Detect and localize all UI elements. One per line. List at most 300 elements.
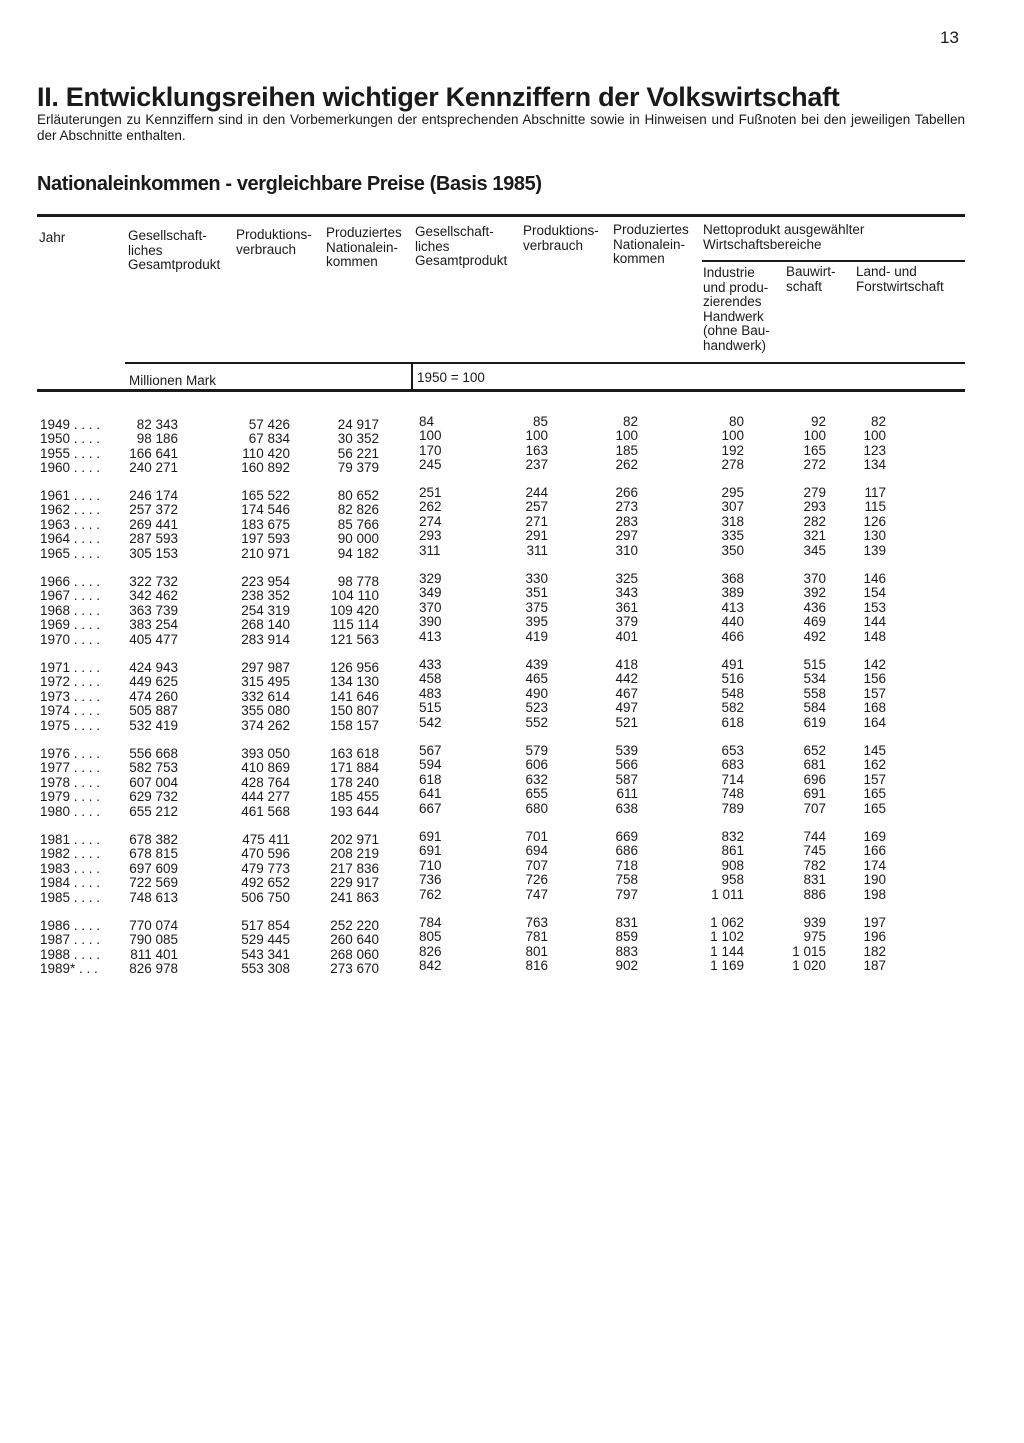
value-cell-c6: 669: [615, 829, 638, 844]
value-cell-c9: 142: [863, 657, 886, 672]
value-cell-c8: 1 020: [792, 958, 826, 974]
value-cell-c5: 606: [525, 757, 548, 773]
year-cell: 1963 . . . .: [40, 516, 101, 532]
value-cell-c2: 268 140: [241, 617, 290, 633]
value-cell-c9: 168: [863, 700, 886, 716]
value-cell-c4: 274: [419, 513, 442, 529]
value-cell-c4: 100: [419, 428, 442, 444]
value-cell-c5: 395: [525, 614, 548, 630]
header-produktionsverbrauch-index: Produktions-verbrauch: [523, 223, 599, 253]
value-cell-c7: 278: [721, 457, 744, 473]
value-cell-c7: 413: [721, 599, 744, 615]
value-cell-c1: 582 753: [129, 760, 178, 776]
value-cell-c7: 1 169: [710, 958, 744, 974]
year-cell: 1979 . . . .: [40, 789, 101, 805]
value-cell-c9: 187: [863, 958, 886, 974]
year-cell: 1967 . . . .: [40, 588, 101, 604]
value-cell-c9: 197: [863, 915, 886, 930]
header-bottom-rule: [125, 362, 965, 364]
value-cell-c4: 413: [419, 628, 442, 644]
value-cell-c4: 641: [419, 786, 442, 802]
year-cell: 1986 . . . .: [40, 918, 101, 933]
value-cell-c7: 516: [721, 671, 744, 687]
value-cell-c5: 351: [525, 585, 548, 601]
value-cell-c7: 748: [721, 786, 744, 802]
value-cell-c9: 144: [863, 614, 886, 630]
value-cell-c3: 252 220: [330, 918, 379, 933]
value-cell-c3: 82 826: [337, 502, 379, 518]
year-cell: 1972 . . . .: [40, 674, 101, 690]
value-cell-c8: 1 015: [792, 943, 826, 959]
value-cell-c9: 130: [863, 528, 886, 544]
value-cell-c7: 832: [721, 829, 744, 844]
value-cell-c4: 433: [419, 657, 442, 672]
value-cell-c2: 315 495: [241, 674, 290, 690]
value-cell-c2: 197 593: [241, 531, 290, 547]
value-cell-c6: 442: [615, 671, 638, 687]
value-cell-c8: 165: [803, 442, 826, 458]
value-cell-c6: 283: [615, 513, 638, 529]
value-cell-c3: 109 420: [330, 602, 379, 618]
value-cell-c4: 390: [419, 614, 442, 630]
value-cell-c7: 335: [721, 528, 744, 544]
value-cell-c3: 90 000: [337, 531, 379, 547]
value-cell-c1: 449 625: [129, 674, 178, 690]
value-cell-c9: 148: [863, 628, 886, 644]
value-cell-c9: 169: [863, 829, 886, 844]
value-cell-c1: 722 569: [129, 875, 178, 891]
value-cell-c3: 268 060: [330, 946, 379, 962]
value-cell-c3: 163 618: [330, 746, 379, 761]
value-cell-c3: 193 644: [330, 803, 379, 819]
page-number: 13: [940, 28, 959, 47]
value-cell-c8: 469: [803, 614, 826, 630]
value-cell-c2: 492 652: [241, 875, 290, 891]
value-cell-c2: 57 426: [248, 417, 290, 432]
value-cell-c7: 1 011: [711, 886, 744, 902]
value-cell-c8: 492: [803, 628, 826, 644]
value-cell-c6: 325: [615, 571, 638, 586]
year-cell: 1973 . . . .: [40, 688, 101, 704]
value-cell-c4: 736: [419, 872, 442, 888]
value-cell-c3: 202 971: [330, 832, 379, 847]
value-cell-c8: 696: [803, 771, 826, 787]
value-cell-c6: 831: [615, 915, 638, 930]
value-cell-c7: 389: [721, 585, 744, 601]
value-cell-c9: 198: [863, 886, 886, 902]
value-cell-c7: 618: [721, 714, 744, 730]
value-cell-c5: 726: [525, 872, 548, 888]
year-cell: 1961 . . . .: [40, 488, 101, 503]
value-cell-c9: 115: [864, 499, 886, 515]
value-cell-c7: 307: [721, 499, 744, 515]
value-cell-c6: 418: [615, 657, 638, 672]
year-cell: 1988 . . . .: [40, 946, 101, 962]
value-cell-c9: 157: [863, 685, 886, 701]
value-cell-c5: 579: [525, 743, 548, 758]
value-cell-c1: 748 613: [129, 889, 178, 905]
value-cell-c5: 801: [525, 943, 548, 959]
value-cell-c3: 141 646: [330, 688, 379, 704]
value-cell-c5: 694: [525, 843, 548, 859]
value-cell-c9: 174: [863, 857, 886, 873]
header-industrie: Industrie und produ-zierendes Handwerk (ohne Bau-handwerk): [703, 265, 770, 353]
value-cell-c8: 321: [803, 528, 826, 544]
value-cell-c2: 110 420: [242, 445, 290, 461]
year-cell: 1966 . . . .: [40, 574, 101, 589]
value-cell-c6: 467: [615, 685, 638, 701]
year-cell: 1982 . . . .: [40, 846, 101, 862]
value-cell-c6: 379: [615, 614, 638, 630]
value-cell-c9: 145: [863, 743, 886, 758]
value-cell-c5: 781: [525, 929, 548, 945]
value-cell-c1: 770 074: [129, 918, 178, 933]
value-cell-c5: 816: [525, 958, 548, 974]
value-cell-c6: 262: [615, 457, 638, 473]
value-cell-c1: 305 153: [129, 545, 178, 561]
value-cell-c1: 424 943: [129, 660, 178, 675]
value-cell-c2: 174 546: [241, 502, 290, 518]
year-cell: 1978 . . . .: [40, 774, 101, 790]
value-cell-c7: 653: [721, 743, 744, 758]
value-cell-c7: 861: [721, 843, 744, 859]
value-cell-c8: 100: [803, 428, 826, 444]
value-cell-c5: 747: [525, 886, 548, 902]
value-cell-c2: 461 568: [241, 803, 290, 819]
value-cell-c6: 611: [616, 786, 638, 802]
value-cell-c2: 553 308: [241, 961, 290, 977]
value-cell-c2: 183 675: [241, 516, 290, 532]
value-cell-c2: 410 869: [241, 760, 290, 776]
value-cell-c5: 291: [525, 528, 548, 544]
value-cell-c5: 701: [525, 829, 548, 844]
value-cell-c9: 164: [863, 714, 886, 730]
value-cell-c7: 958: [721, 872, 744, 888]
value-cell-c5: 311: [526, 542, 548, 558]
header-produktionsverbrauch: Produktions-verbrauch: [236, 227, 312, 257]
year-cell: 1985 . . . .: [40, 889, 101, 905]
value-cell-c4: 691: [419, 829, 442, 844]
value-cell-c4: 170: [419, 442, 442, 458]
value-cell-c8: 370: [803, 571, 826, 586]
value-cell-c8: 681: [803, 757, 826, 773]
value-cell-c1: 82 343: [136, 417, 178, 432]
value-cell-c8: 707: [803, 800, 826, 816]
value-cell-c3: 115 114: [332, 617, 379, 633]
value-cell-c5: 680: [525, 800, 548, 816]
value-cell-c2: 67 834: [248, 431, 290, 447]
value-cell-c6: 82: [622, 414, 638, 429]
value-cell-c5: 330: [525, 571, 548, 586]
section-title: II. Entwicklungsreihen wichtiger Kennziffern der Volkswirtschaft: [37, 82, 840, 112]
value-cell-c8: 939: [803, 915, 826, 930]
value-cell-c1: 246 174: [129, 488, 178, 503]
value-cell-c2: 254 319: [241, 602, 290, 618]
value-cell-c3: 217 836: [330, 860, 379, 876]
value-cell-c8: 886: [803, 886, 826, 902]
value-cell-c2: 529 445: [241, 932, 290, 948]
value-cell-c1: 257 372: [129, 502, 178, 518]
value-cell-c5: 655: [525, 786, 548, 802]
value-cell-c7: 318: [721, 513, 744, 529]
value-cell-c3: 273 670: [330, 961, 379, 977]
year-cell: 1950 . . . .: [40, 431, 101, 447]
year-cell: 1968 . . . .: [40, 602, 101, 618]
value-cell-c1: 269 441: [129, 516, 178, 532]
header-gesamtprodukt: Gesellschaft-liches Gesamtprodukt: [128, 228, 221, 272]
value-cell-c8: 584: [803, 700, 826, 716]
year-cell: 1974 . . . .: [40, 703, 101, 719]
value-cell-c4: 370: [419, 599, 442, 615]
value-cell-c9: 153: [863, 599, 886, 615]
unit-divider: [411, 363, 413, 391]
value-cell-c9: 123: [863, 442, 886, 458]
value-cell-c1: 607 004: [129, 774, 178, 790]
value-cell-c6: 758: [615, 872, 638, 888]
value-cell-c3: 56 221: [337, 445, 379, 461]
value-cell-c6: 521: [615, 714, 638, 730]
value-cell-c4: 784: [419, 915, 442, 930]
value-cell-c7: 350: [721, 542, 744, 558]
value-cell-c1: 505 887: [129, 703, 178, 719]
value-cell-c4: 618: [419, 771, 442, 787]
intro-text: Erläuterungen zu Kennziffern sind in den Vorbemerkungen der entsprechenden Abschnitte sowie in Hinweisen und Fußnoten bei den jeweiligen Tabellen der Abschnitte enthalten.: [37, 112, 965, 143]
value-cell-c8: 652: [803, 743, 826, 758]
year-cell: 1949 . . . .: [40, 417, 101, 432]
value-cell-c2: 223 954: [241, 574, 290, 589]
value-cell-c1: 811 401: [130, 946, 178, 962]
value-cell-c5: 257: [525, 499, 548, 515]
value-cell-c8: 515: [803, 657, 826, 672]
header-gesamtprodukt-index: Gesellschaft-liches Gesamtprodukt: [415, 224, 508, 268]
value-cell-c8: 392: [803, 585, 826, 601]
value-cell-c8: 619: [803, 714, 826, 730]
value-cell-c8: 92: [810, 414, 826, 429]
unit-bottom-rule: [37, 389, 965, 392]
value-cell-c8: 745: [803, 843, 826, 859]
value-cell-c6: 297: [615, 528, 638, 544]
value-cell-c1: 826 978: [129, 961, 178, 977]
value-cell-c1: 166 641: [129, 445, 178, 461]
year-cell: 1977 . . . .: [40, 760, 101, 776]
value-cell-c9: 190: [863, 872, 886, 888]
value-cell-c5: 85: [532, 414, 548, 429]
value-cell-c3: 24 917: [337, 417, 379, 432]
value-cell-c8: 744: [803, 829, 826, 844]
value-cell-c6: 859: [615, 929, 638, 945]
value-cell-c4: 349: [419, 585, 442, 601]
value-cell-c7: 100: [721, 428, 744, 444]
value-cell-c3: 178 240: [330, 774, 379, 790]
value-cell-c8: 345: [803, 542, 826, 558]
value-cell-c7: 1 144: [710, 943, 744, 959]
value-cell-c6: 343: [615, 585, 638, 601]
value-cell-c8: 282: [803, 513, 826, 529]
value-cell-c6: 883: [615, 943, 638, 959]
value-cell-c8: 279: [803, 485, 826, 500]
value-cell-c4: 84: [419, 414, 435, 429]
value-cell-c6: 566: [615, 757, 638, 773]
value-cell-c1: 678 815: [129, 846, 178, 862]
value-cell-c5: 419: [525, 628, 548, 644]
year-cell: 1969 . . . .: [40, 617, 101, 633]
value-cell-c8: 782: [803, 857, 826, 873]
value-cell-c1: 655 212: [129, 803, 178, 819]
value-cell-c2: 428 764: [241, 774, 290, 790]
value-cell-c9: 182: [863, 943, 886, 959]
value-cell-c3: 85 766: [337, 516, 379, 532]
value-cell-c2: 444 277: [241, 789, 290, 805]
year-cell: 1980 . . . .: [40, 803, 101, 819]
header-nationaleinkommen-index: Produziertes Nationalein-kommen: [613, 222, 689, 266]
value-cell-c1: 342 462: [129, 588, 178, 604]
year-cell: 1981 . . . .: [40, 832, 101, 847]
value-cell-c2: 165 522: [241, 488, 290, 503]
value-cell-c6: 100: [615, 428, 638, 444]
header-nationaleinkommen: Produziertes Nationalein-kommen: [326, 225, 402, 269]
header-nettoprodukt-group: Nettoprodukt ausgewählter Wirtschaftsbereiche: [703, 222, 865, 252]
year-cell: 1955 . . . .: [40, 445, 101, 461]
value-cell-c9: 162: [863, 757, 886, 773]
value-cell-c5: 707: [525, 857, 548, 873]
value-cell-c1: 98 186: [136, 431, 178, 447]
value-cell-c9: 154: [863, 585, 886, 601]
value-cell-c6: 185: [615, 442, 638, 458]
value-cell-c4: 826: [419, 943, 442, 959]
value-cell-c4: 311: [419, 542, 441, 558]
year-cell: 1975 . . . .: [40, 717, 101, 733]
value-cell-c5: 100: [525, 428, 548, 444]
value-cell-c9: 139: [863, 542, 886, 558]
value-cell-c5: 490: [525, 685, 548, 701]
value-cell-c2: 332 614: [241, 688, 290, 704]
value-cell-c7: 908: [721, 857, 744, 873]
value-cell-c3: 126 956: [330, 660, 379, 675]
value-cell-c3: 241 863: [330, 889, 379, 905]
table-top-rule: [37, 214, 965, 217]
value-cell-c2: 479 773: [241, 860, 290, 876]
value-cell-c6: 497: [615, 700, 638, 716]
value-cell-c7: 192: [721, 442, 744, 458]
value-cell-c4: 567: [419, 743, 442, 758]
value-cell-c7: 491: [721, 657, 744, 672]
value-cell-c5: 552: [525, 714, 548, 730]
value-cell-c7: 1 062: [710, 915, 744, 930]
value-cell-c9: 126: [863, 513, 886, 529]
value-cell-c8: 558: [803, 685, 826, 701]
value-cell-c9: 82: [870, 414, 886, 429]
value-cell-c1: 678 382: [129, 832, 178, 847]
value-cell-c4: 762: [419, 886, 442, 902]
year-cell: 1960 . . . .: [40, 460, 101, 476]
value-cell-c1: 383 254: [129, 617, 178, 633]
value-cell-c6: 902: [615, 958, 638, 974]
value-cell-c6: 361: [615, 599, 638, 615]
value-cell-c2: 506 750: [241, 889, 290, 905]
value-cell-c1: 474 260: [129, 688, 178, 704]
value-cell-c8: 272: [803, 457, 826, 473]
value-cell-c9: 100: [863, 428, 886, 444]
year-cell: 1989* . . .: [40, 961, 98, 977]
value-cell-c2: 543 341: [241, 946, 290, 962]
value-cell-c1: 287 593: [129, 531, 178, 547]
table-title: Nationaleinkommen - vergleichbare Preise (Basis 1985): [37, 173, 542, 195]
value-cell-c5: 632: [525, 771, 548, 787]
value-cell-c4: 667: [419, 800, 442, 816]
value-cell-c8: 436: [803, 599, 826, 615]
value-cell-c5: 237: [525, 457, 548, 473]
value-cell-c3: 79 379: [337, 460, 379, 476]
value-cell-c9: 156: [863, 671, 886, 687]
value-cell-c7: 789: [721, 800, 744, 816]
unit-index: 1950 = 100: [417, 370, 485, 385]
value-cell-c8: 534: [803, 671, 826, 687]
header-jahr: Jahr: [39, 230, 66, 245]
value-cell-c7: 1 102: [710, 929, 744, 945]
value-cell-c6: 266: [615, 485, 638, 500]
value-cell-c2: 160 892: [241, 460, 290, 476]
value-cell-c9: 134: [863, 457, 886, 473]
value-cell-c3: 185 455: [330, 789, 379, 805]
value-cell-c3: 134 130: [330, 674, 379, 690]
value-cell-c9: 166: [863, 843, 886, 859]
value-cell-c5: 244: [525, 485, 548, 500]
year-cell: 1965 . . . .: [40, 545, 101, 561]
value-cell-c3: 104 110: [331, 588, 379, 604]
year-cell: 1987 . . . .: [40, 932, 101, 948]
value-cell-c7: 440: [721, 614, 744, 630]
value-cell-c2: 238 352: [241, 588, 290, 604]
value-cell-c1: 363 739: [129, 602, 178, 618]
value-cell-c4: 245: [419, 457, 442, 473]
year-cell: 1983 . . . .: [40, 860, 101, 876]
value-cell-c5: 439: [525, 657, 548, 672]
value-cell-c4: 483: [419, 685, 442, 701]
value-cell-c2: 393 050: [241, 746, 290, 761]
value-cell-c3: 30 352: [337, 431, 379, 447]
value-cell-c5: 465: [525, 671, 548, 687]
value-cell-c2: 297 987: [241, 660, 290, 675]
value-cell-c2: 374 262: [241, 717, 290, 733]
nettoprodukt-sub-rule: [702, 260, 965, 262]
value-cell-c6: 401: [615, 628, 638, 644]
value-cell-c4: 251: [419, 485, 442, 500]
value-cell-c7: 466: [721, 628, 744, 644]
value-cell-c6: 310: [615, 542, 638, 558]
value-cell-c9: 117: [864, 485, 886, 500]
value-cell-c3: 260 640: [330, 932, 379, 948]
value-cell-c4: 594: [419, 757, 442, 773]
value-cell-c4: 542: [419, 714, 442, 730]
value-cell-c1: 697 609: [129, 860, 178, 876]
value-cell-c9: 157: [863, 771, 886, 787]
value-cell-c1: 532 419: [129, 717, 178, 733]
value-cell-c2: 517 854: [241, 918, 290, 933]
header-bauwirtschaft: Bauwirt-schaft: [786, 264, 836, 294]
value-cell-c3: 158 157: [330, 717, 379, 733]
value-cell-c9: 196: [863, 929, 886, 945]
value-cell-c2: 210 971: [241, 545, 290, 561]
value-cell-c8: 293: [803, 499, 826, 515]
value-cell-c5: 271: [525, 513, 548, 529]
header-landwirtschaft: Land- und Forstwirtschaft: [856, 264, 944, 294]
value-cell-c3: 80 652: [337, 488, 379, 503]
value-cell-c7: 548: [721, 685, 744, 701]
value-cell-c4: 458: [419, 671, 442, 687]
value-cell-c6: 638: [615, 800, 638, 816]
year-cell: 1976 . . . .: [40, 746, 101, 761]
value-cell-c7: 368: [721, 571, 744, 586]
